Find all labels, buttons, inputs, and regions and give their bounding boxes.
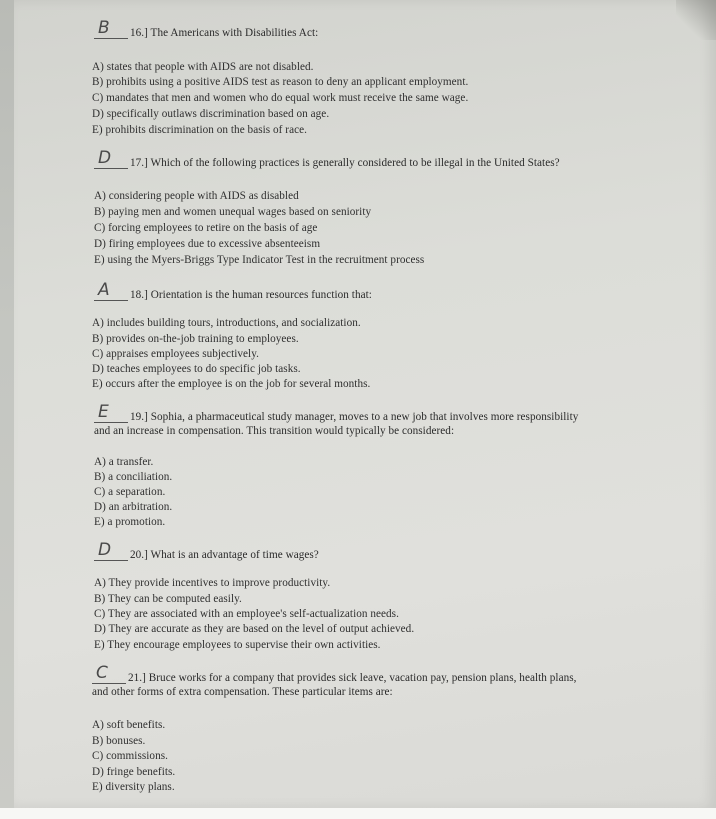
q19-option-c: C) a separation. xyxy=(94,486,166,498)
q19-option-e: E) a promotion. xyxy=(94,516,166,528)
answer-blank-20[interactable] xyxy=(94,540,128,561)
q18-option-c: C) appraises employees subjectively. xyxy=(92,348,259,360)
answer-blank-19[interactable] xyxy=(94,402,128,423)
q16-option-d: D) specifically outlaws discrimination based on age. xyxy=(92,108,330,120)
answer-blank-16[interactable] xyxy=(94,18,128,39)
q18-option-a: A) includes building tours, introductions, and socialization. xyxy=(92,317,361,329)
question-16-prompt: 16.] The Americans with Disabilities Act: xyxy=(130,27,319,39)
q20-option-c: C) They are associated with an employee's self-actualization needs. xyxy=(94,608,399,620)
handwritten-answer-17: D xyxy=(98,148,112,168)
q17-option-a: A) considering people with AIDS as disabled xyxy=(94,190,299,202)
q17-option-e: E) using the Myers-Briggs Type Indicator Test in the recruitment process xyxy=(94,254,425,266)
question-20 xyxy=(94,540,319,561)
question-16 xyxy=(94,18,319,39)
q16-option-a: A) states that people with AIDS are not disabled. xyxy=(92,61,314,73)
q18-option-b: B) provides on-the-job training to employees. xyxy=(92,333,299,345)
question-21 xyxy=(92,663,577,684)
q19-option-d: D) an arbitration. xyxy=(94,501,173,513)
question-17 xyxy=(94,148,560,169)
handwritten-answer-16: B xyxy=(98,18,110,38)
answer-blank-21[interactable] xyxy=(92,663,126,684)
q21-option-b: B) bonuses. xyxy=(92,735,146,747)
question-18-prompt: 18.] Orientation is the human resources function that: xyxy=(130,289,372,301)
handwritten-answer-20: D xyxy=(98,540,112,560)
q16-option-c: C) mandates that men and women who do equal work must receive the same wage. xyxy=(92,92,469,104)
q17-option-c: C) forcing employees to retire on the basis of age xyxy=(94,222,318,234)
page-corner-shadow xyxy=(676,0,716,40)
q20-option-d: D) They are accurate as they are based on the level of output achieved. xyxy=(94,623,415,635)
q21-option-d: D) fringe benefits. xyxy=(92,766,176,778)
q19-option-b: B) a conciliation. xyxy=(94,471,173,483)
worksheet-page xyxy=(14,0,716,808)
question-19-prompt-line2: and an increase in compensation. This transition would typically be considered: xyxy=(94,425,455,437)
q16-option-b: B) prohibits using a positive AIDS test as reason to deny an applicant employment. xyxy=(92,76,469,88)
handwritten-answer-18: A xyxy=(98,280,110,300)
q21-option-e: E) diversity plans. xyxy=(92,781,175,793)
handwritten-answer-19: E xyxy=(98,402,109,422)
q17-option-d: D) firing employees due to excessive absenteeism xyxy=(94,238,321,250)
q17-option-b: B) paying men and women unequal wages based on seniority xyxy=(94,206,372,218)
question-18 xyxy=(94,280,372,301)
q20-option-b: B) They can be computed easily. xyxy=(94,593,242,605)
question-19 xyxy=(94,402,579,423)
q20-option-e: E) They encourage employees to supervise their own activities. xyxy=(94,639,381,651)
question-20-prompt: 20.] What is an advantage of time wages? xyxy=(130,549,319,561)
q16-option-e: E) prohibits discrimination on the basis of race. xyxy=(92,124,307,136)
question-19-prompt: 19.] Sophia, a pharmaceutical study manager, moves to a new job that involves more responsibility xyxy=(130,411,579,423)
question-17-prompt: 17.] Which of the following practices is generally considered to be illegal in the United States? xyxy=(130,157,560,169)
bottom-edge xyxy=(0,808,716,819)
question-21-prompt: 21.] Bruce works for a company that provides sick leave, vacation pay, pension plans, health plans, xyxy=(128,672,577,684)
answer-blank-18[interactable] xyxy=(94,280,128,301)
q21-option-a: A) soft benefits. xyxy=(92,719,166,731)
q18-option-e: E) occurs after the employee is on the job for several months. xyxy=(92,378,371,390)
handwritten-answer-21: C xyxy=(96,663,108,683)
q20-option-a: A) They provide incentives to improve productivity. xyxy=(94,577,331,589)
q19-option-a: A) a transfer. xyxy=(94,456,154,468)
q21-option-c: C) commissions. xyxy=(92,750,168,762)
answer-blank-17[interactable] xyxy=(94,148,128,169)
question-21-prompt-line2: and other forms of extra compensation. These particular items are: xyxy=(92,686,393,698)
q18-option-d: D) teaches employees to do specific job tasks. xyxy=(92,363,301,375)
